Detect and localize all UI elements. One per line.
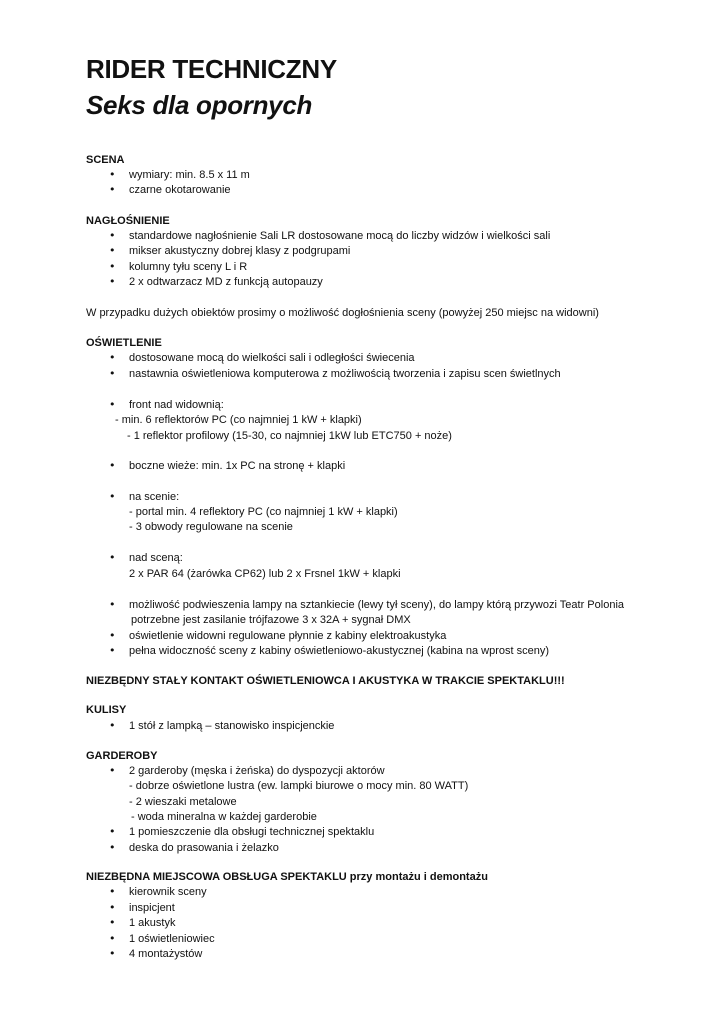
document-title: RIDER TECHNICZNY [86, 54, 337, 84]
list-item: boczne wieże: min. 1x PC na stronę + klapki [129, 460, 346, 472]
list-item: 4 montażystów [129, 948, 203, 960]
contact-notice: NIEZBĘDNY STAŁY KONTAKT OŚWIETLENIOWCA I AKUSTYKA W TRAKCIE SPEKTAKLU!!! [86, 675, 565, 687]
list-item: kierownik sceny [129, 886, 207, 898]
bullet-icon: • [109, 551, 116, 564]
list-item: pełna widoczność sceny z kabiny oświetleniowo-akustycznej (kabina na wprost sceny) [129, 645, 550, 657]
bullet-icon: • [109, 351, 116, 364]
list-item: dostosowane mocą do wielkości sali i odległości świecenia [129, 352, 415, 364]
bullet-icon: • [109, 932, 116, 945]
bullet-icon: • [109, 490, 116, 503]
bullet-icon: • [109, 947, 116, 960]
list-item: wymiary: min. 8.5 x 11 m [129, 169, 250, 181]
bullet-icon: • [109, 719, 116, 732]
list-item: deska do prasowania i żelazko [129, 842, 279, 854]
list-subline: potrzebne jest zasilanie trójfazowe 3 x 32A + sygnał DMX [131, 614, 411, 626]
bullet-icon: • [109, 275, 116, 288]
bullet-icon: • [109, 598, 116, 611]
section-heading-kulisy: KULISY [86, 704, 127, 716]
section-heading-naglosnienie: NAGŁOŚNIENIE [86, 215, 170, 227]
list-subline: - portal min. 4 reflektory PC (co najmniej 1 kW + klapki) [129, 506, 398, 518]
list-item: kolumny tyłu sceny L i R [129, 261, 248, 273]
bullet-icon: • [109, 764, 116, 777]
list-item: mikser akustyczny dobrej klasy z podgrupami [129, 245, 351, 257]
list-subline: - min. 6 reflektorów PC (co najmniej 1 kW + klapki) [115, 414, 362, 426]
list-item: możliwość podwieszenia lampy na sztankiecie (lewy tył sceny), do lampy którą przywozi Teatr Polonia [129, 599, 624, 611]
list-item: standardowe nagłośnienie Sali LR dostosowane mocą do liczby widzów i wielkości sali [129, 230, 551, 242]
bullet-icon: • [109, 244, 116, 257]
list-item: na scenie: [129, 491, 180, 503]
list-subline: - 1 reflektor profilowy (15-30, co najmniej 1kW lub ETC750 + noże) [127, 430, 452, 442]
section-heading-scena: SCENA [86, 154, 125, 166]
bullet-icon: • [109, 260, 116, 273]
paragraph-note: W przypadku dużych obiektów prosimy o możliwość dogłośnienia sceny (powyżej 250 miejsc na widowni) [86, 307, 599, 319]
list-subline: - 2 wieszaki metalowe [129, 796, 237, 808]
bullet-icon: • [109, 841, 116, 854]
bullet-icon: • [109, 825, 116, 838]
bullet-icon: • [109, 183, 116, 196]
list-item: 2 x odtwarzacz MD z funkcją autopauzy [129, 276, 323, 288]
bullet-icon: • [109, 629, 116, 642]
list-item: 1 oświetleniowiec [129, 933, 215, 945]
list-item: 1 pomieszczenie dla obsługi technicznej spektaklu [129, 826, 375, 838]
list-item: nad sceną: [129, 552, 183, 564]
section-heading-oswietlenie: OŚWIETLENIE [86, 337, 162, 349]
list-item: czarne okotarowanie [129, 184, 231, 196]
list-item: front nad widownią: [129, 399, 224, 411]
bullet-icon: • [109, 367, 116, 380]
list-subline: 2 x PAR 64 (żarówka CP62) lub 2 x Frsnel 1kW + klapki [129, 568, 401, 580]
bullet-icon: • [109, 916, 116, 929]
list-subline: - woda mineralna w każdej garderobie [131, 811, 317, 823]
bullet-icon: • [109, 229, 116, 242]
section-heading-obsluga: NIEZBĘDNA MIEJSCOWA OBSŁUGA SPEKTAKLU przy montażu i demontażu [86, 871, 488, 883]
list-item: oświetlenie widowni regulowane płynnie z kabiny elektroakustyka [129, 630, 447, 642]
bullet-icon: • [109, 398, 116, 411]
bullet-icon: • [109, 644, 116, 657]
list-item: 1 akustyk [129, 917, 176, 929]
list-item: 2 garderoby (męska i żeńska) do dyspozycji aktorów [129, 765, 385, 777]
bullet-icon: • [109, 901, 116, 914]
list-item: inspicjent [129, 902, 175, 914]
document-subtitle: Seks dla opornych [86, 90, 313, 120]
list-item: nastawnia oświetleniowa komputerowa z możliwością tworzenia i zapisu scen świetlnych [129, 368, 561, 380]
bullet-icon: • [109, 885, 116, 898]
list-item: 1 stół z lampką – stanowisko inspicjenckie [129, 720, 335, 732]
section-heading-garderoby: GARDEROBY [86, 750, 158, 762]
list-subline: - 3 obwody regulowane na scenie [129, 521, 293, 533]
list-subline: - dobrze oświetlone lustra (ew. lampki biurowe o mocy min. 80 WATT) [129, 780, 469, 792]
bullet-icon: • [109, 168, 116, 181]
bullet-icon: • [109, 459, 116, 472]
